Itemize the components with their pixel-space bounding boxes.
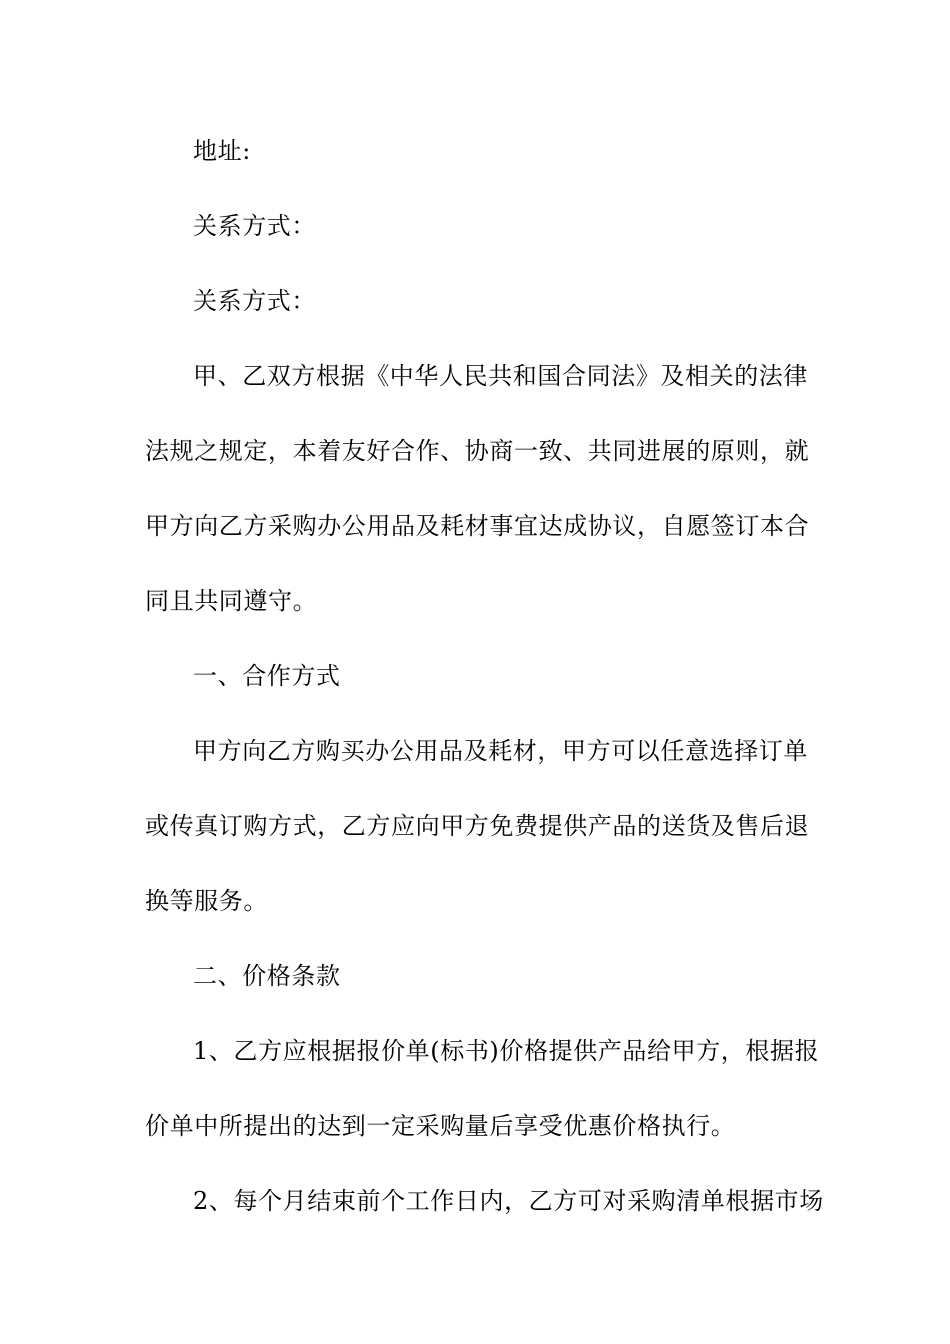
cooperation-paragraph-line-3: 换等服务。 bbox=[145, 887, 268, 915]
address-label: 地址: bbox=[193, 137, 251, 165]
intro-paragraph-line-4: 同且共同遵守。 bbox=[145, 587, 318, 615]
contact-label-1: 关系方式： bbox=[193, 212, 316, 240]
price-clause-1-line-1: 1、乙方应根据报价单(标书)价格提供产品给甲方，根据报 bbox=[193, 1037, 820, 1065]
cooperation-paragraph-line-2: 或传真订购方式，乙方应向甲方免费提供产品的送货及售后退 bbox=[145, 812, 810, 840]
price-clause-2-line-1: 2、每个月结束前个工作日内，乙方可对采购清单根据市场 bbox=[193, 1187, 824, 1215]
cooperation-paragraph-line-1: 甲方向乙方购买办公用品及耗材，甲方可以任意选择订单 bbox=[193, 737, 808, 765]
contact-label-2: 关系方式： bbox=[193, 287, 316, 315]
section-heading-price: 二、价格条款 bbox=[193, 962, 341, 990]
price-clause-1-line-2: 价单中所提出的达到一定采购量后享受优惠价格执行。 bbox=[145, 1112, 736, 1140]
section-heading-cooperation: 一、合作方式 bbox=[193, 662, 341, 690]
intro-paragraph-line-1: 甲、乙双方根据《中华人民共和国合同法》及相关的法律 bbox=[193, 362, 808, 390]
intro-paragraph-line-3: 甲方向乙方采购办公用品及耗材事宜达成协议，自愿签订本合 bbox=[145, 512, 810, 540]
intro-paragraph-line-2: 法规之规定，本着友好合作、协商一致、共同进展的原则，就 bbox=[145, 437, 810, 465]
